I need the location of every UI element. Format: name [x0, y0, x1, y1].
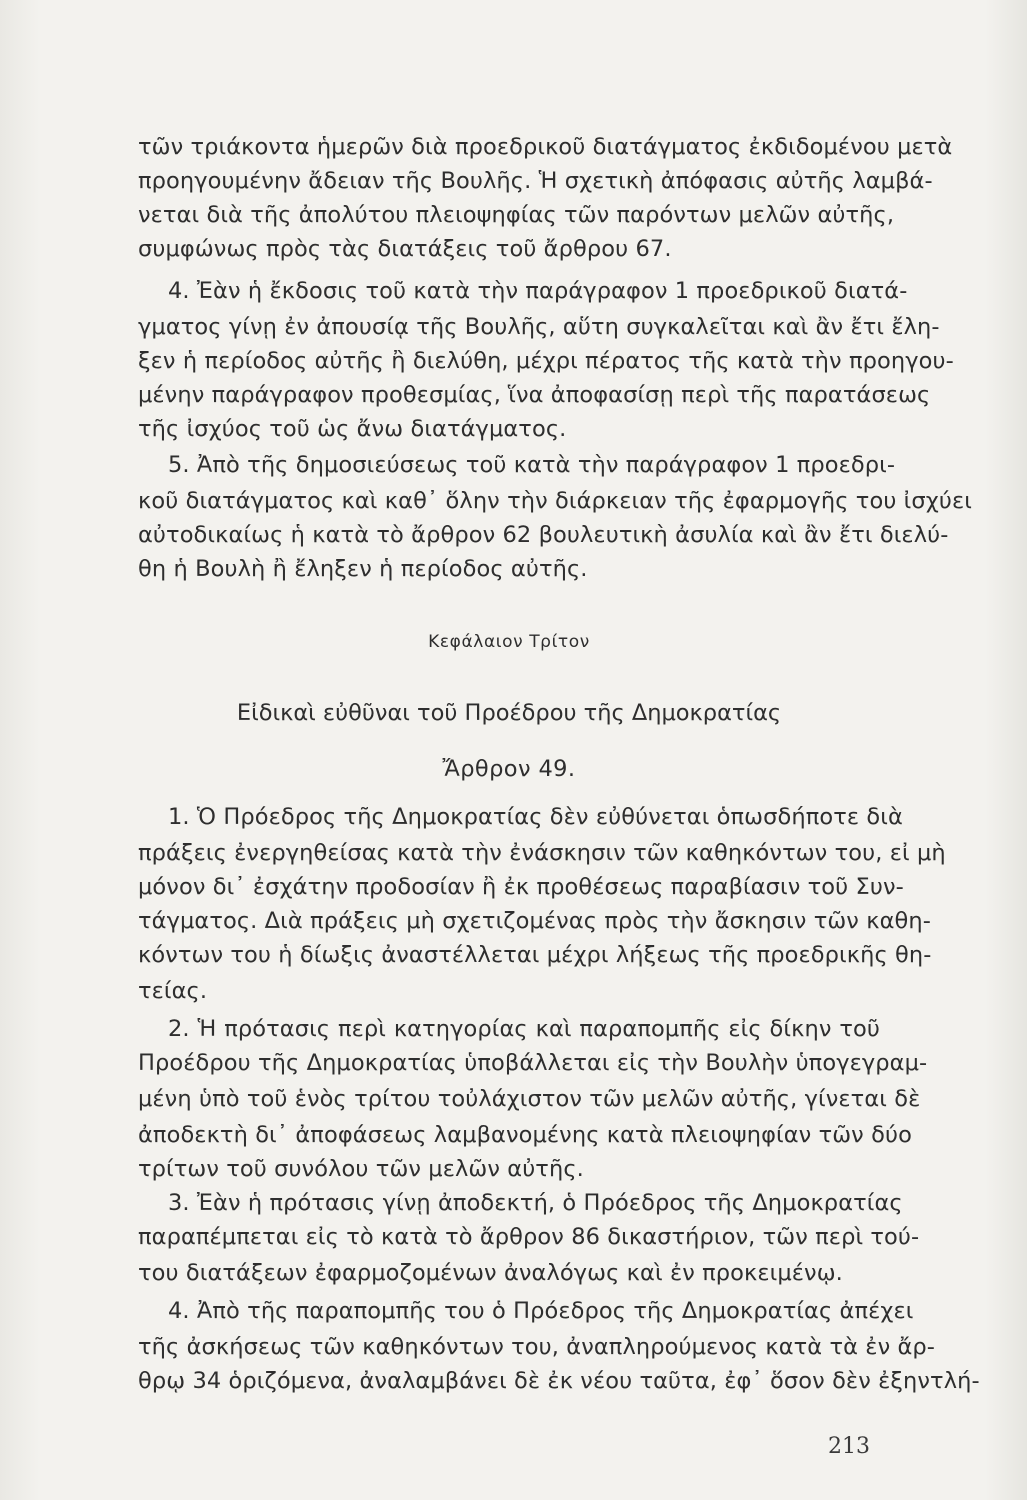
text-line: 4. Ἐὰν ἡ ἔκδοσις τοῦ κατὰ τὴν παράγραφον 1 προεδρικοῦ διατά-: [168, 278, 908, 304]
text-line: τῆς ἰσχύος τοῦ ὡς ἄνω διατάγματος.: [138, 416, 567, 442]
text-line: μένη ὑπὸ τοῦ ἑνὸς τρίτου τοὐλάχιστον τῶν μελῶν αὐτῆς, γίνεται δὲ: [138, 1086, 921, 1112]
text-line: συμφώνως πρὸς τὰς διατάξεις τοῦ ἄρθρου 67.: [138, 236, 672, 262]
text-line: πράξεις ἐνεργηθείσας κατὰ τὴν ἐνάσκησιν τῶν καθηκόντων του, εἰ μὴ: [138, 840, 946, 866]
text-line: ἀποδεκτὴ δι᾽ ἀποφάσεως λαμβανομένης κατὰ πλειοψηφίαν τῶν δύο: [138, 1122, 912, 1148]
text-line: θρῳ 34 ὁριζόμενα, ἀναλαμβάνει δὲ ἐκ νέου ταῦτα, ἐφ᾽ ὅσον δὲν ἐξηντλή-: [138, 1368, 980, 1394]
text-line: γματος γίνῃ ἐν ἀπουσίᾳ τῆς Βουλῆς, αὕτη συγκαλεῖται καὶ ἂν ἔτι ἔλη-: [138, 314, 940, 340]
section-title: Εἰδικαὶ εὐθῦναι τοῦ Προέδρου τῆς Δημοκρατίας: [236, 700, 782, 726]
text-line: του διατάξεων ἐφαρμοζομένων ἀναλόγως καὶ ἐν προκειμένῳ.: [138, 1260, 843, 1286]
text-line: 2. Ἡ πρότασις περὶ κατηγορίας καὶ παραπομπῆς εἰς δίκην τοῦ: [168, 1016, 880, 1042]
text-line: τῶν τριάκοντα ἡμερῶν διὰ προεδρικοῦ διατάγματος ἐκδιδομένου μετὰ: [138, 134, 953, 160]
text-line: προηγουμένην ἄδειαν τῆς Βουλῆς. Ἡ σχετικὴ ἀπόφασις αὐτῆς λαμβά-: [138, 168, 933, 194]
text-line: τάγματος. Διὰ πράξεις μὴ σχετιζομένας πρὸς τὴν ἄσκησιν τῶν καθη-: [138, 908, 931, 934]
text-line: Προέδρου τῆς Δημοκρατίας ὑποβάλλεται εἰς τὴν Βουλὴν ὑπογεγραμ-: [138, 1050, 928, 1076]
text-line: τρίτων τοῦ συνόλου τῶν μελῶν αὐτῆς.: [138, 1156, 584, 1182]
text-line: τῆς ἀσκήσεως τῶν καθηκόντων του, ἀναπληρούμενος κατὰ τὰ ἐν ἄρ-: [138, 1334, 936, 1360]
text-line: νεται διὰ τῆς ἀπολύτου πλειοψηφίας τῶν παρόντων μελῶν αὐτῆς,: [138, 202, 895, 228]
text-line: κόντων του ἡ δίωξις ἀναστέλλεται μέχρι λήξεως τῆς προεδρικῆς θη-: [138, 942, 932, 968]
text-line: θη ἡ Βουλὴ ἢ ἔληξεν ἡ περίοδος αὐτῆς.: [138, 556, 588, 582]
text-line: μένην παράγραφον προθεσμίας, ἵνα ἀποφασίσῃ περὶ τῆς παρατάσεως: [138, 382, 931, 408]
chapter-label: Κεφάλαιον Τρίτον: [428, 632, 590, 652]
text-line: αὐτοδικαίως ἡ κατὰ τὸ ἄρθρον 62 βουλευτικὴ ἀσυλία καὶ ἂν ἔτι διελύ-: [138, 522, 949, 548]
text-line: μόνον δι᾽ ἐσχάτην προδοσίαν ἢ ἐκ προθέσεως παραβίασιν τοῦ Συν-: [138, 874, 904, 900]
text-line: ξεν ἡ περίοδος αὐτῆς ἢ διελύθη, μέχρι πέρατος τῆς κατὰ τὴν προηγου-: [138, 348, 954, 374]
text-line: 5. Ἀπὸ τῆς δημοσιεύσεως τοῦ κατὰ τὴν παράγραφον 1 προεδρι-: [168, 452, 896, 478]
text-line: 4. Ἀπὸ τῆς παραπομπῆς του ὁ Πρόεδρος τῆς Δημοκρατίας ἀπέχει: [168, 1298, 914, 1324]
text-line: τείας.: [138, 978, 208, 1004]
text-line: 3. Ἐὰν ἡ πρότασις γίνῃ ἀποδεκτή, ὁ Πρόεδρος τῆς Δημοκρατίας: [168, 1190, 903, 1216]
text-line: κοῦ διατάγματος καὶ καθ᾽ ὅλην τὴν διάρκειαν τῆς ἐφαρμογῆς του ἰσχύει: [138, 488, 972, 514]
article-label: Ἄρθρον 49.: [442, 756, 576, 782]
text-line: παραπέμπεται εἰς τὸ κατὰ τὸ ἄρθρον 86 δικαστήριον, τῶν περὶ τού-: [138, 1224, 920, 1250]
page-number: 213: [828, 1434, 870, 1459]
text-line: 1. Ὁ Πρόεδρος τῆς Δημοκρατίας δὲν εὐθύνεται ὁπωσδήποτε διὰ: [168, 804, 903, 830]
